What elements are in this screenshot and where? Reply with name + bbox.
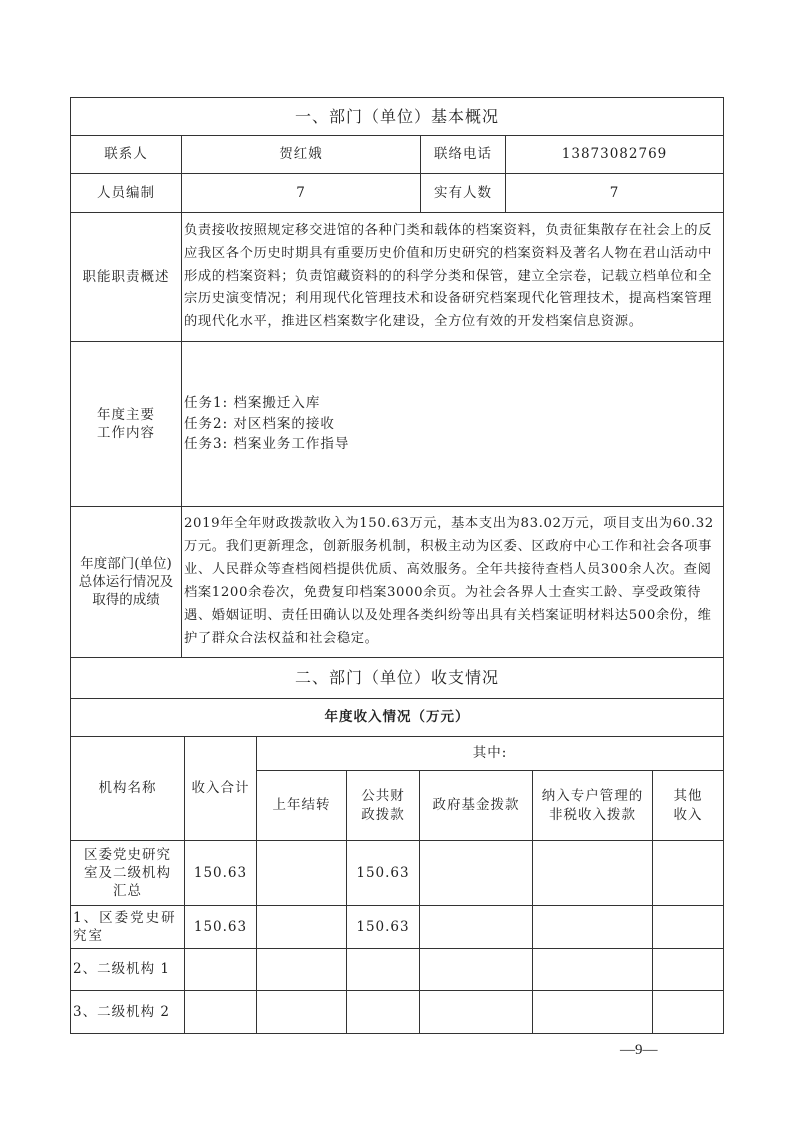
header-other-line1: 其他 (673, 788, 703, 805)
header-non-tax-line2: 非税收入拨款 (549, 806, 636, 823)
performance-label-line2: 总体运行情况及 (78, 573, 174, 590)
table-row (71, 949, 724, 991)
header-gov-fund: 政府基金拨款 (420, 771, 533, 841)
row-other (653, 841, 724, 906)
row-org-name: 2、二级机构 1 (71, 949, 185, 991)
header-other-line2: 收入 (673, 806, 703, 823)
row-total: 150.63 (185, 906, 257, 949)
row-other (653, 949, 724, 991)
header-prev-year-carryover: 上年结转 (257, 771, 347, 841)
row-org-name: 3、二级机构 2 (71, 991, 185, 1034)
row-gov-fund (420, 841, 533, 906)
performance-label (71, 507, 182, 658)
duties-label: 职能职责概述 (71, 213, 182, 342)
task-item: 任务2: 对区档案的接收 (184, 415, 335, 432)
header-org-name: 机构名称 (71, 737, 185, 841)
section1-title: 一、部门（单位）基本概况 (71, 98, 724, 136)
header-public-fiscal-line2: 政拨款 (361, 806, 405, 823)
row-public-fiscal (347, 949, 420, 991)
row-total (185, 949, 257, 991)
row-public-fiscal (347, 991, 420, 1034)
table-row (71, 906, 724, 949)
row-gov-fund (420, 991, 533, 1034)
phone-value: 13873082769 (506, 136, 724, 174)
performance-text: 2019年全年财政拨款收入为150.63万元，基本支出为83.02万元，项目支出为60.32万元。我们更新理念，创新服务机制，积极主动为区委、区政府中心工作和社会各项事业、人民群众等查档阅档提供优质、高效服务。全年共接待查档人员300余人次。查阅档案1200余卷次，免费复印档案3000余页。为社会各界人士查实工龄、享受政策待遇、婚姻证明、责任田确认以及处理各类纠纷等出具有关档案证明材料达500余份，维护了群众合法权益和社会稳定。 (182, 507, 724, 658)
staff-quota-value: 7 (182, 174, 421, 213)
row-non-tax (533, 906, 653, 949)
page-number: —9— (620, 1042, 658, 1058)
phone-label: 联络电话 (421, 136, 506, 174)
income-table (70, 657, 724, 1034)
tasks-label (71, 342, 182, 507)
row-non-tax (533, 949, 653, 991)
income-subtitle: 年度收入情况（万元） (71, 699, 724, 737)
header-other (653, 771, 724, 841)
row-gov-fund (420, 949, 533, 991)
staff-quota-label: 人员编制 (71, 174, 182, 213)
duties-text: 负责接收按照规定移交进馆的各种门类和载体的档案资料，负责征集散存在社会上的反应我区各个历史时期具有重要历史价值和历史研究的档案资料及著名人物在君山活动中形成的档案资料；负责馆藏资料的的科学分类和保管，建立全宗卷，记载立档单位和全宗历史演变情况；利用现代化管理技术和设备研究档案现代化管理技术，提高档案管理的现代化水平，推进区档案数字化建设，全方位有效的开发档案信息资源。 (182, 213, 724, 342)
basic-overview-table (70, 97, 724, 658)
tasks-list (182, 342, 724, 507)
contact-label: 联系人 (71, 136, 182, 174)
header-total-income: 收入合计 (185, 737, 257, 841)
header-public-fiscal-line1: 公共财 (361, 788, 405, 805)
row-non-tax (533, 991, 653, 1034)
table-row (71, 841, 724, 906)
row-non-tax (533, 841, 653, 906)
row-public-fiscal: 150.63 (347, 906, 420, 949)
tasks-label-line2: 工作内容 (97, 425, 155, 441)
row-carryover (257, 991, 347, 1034)
row-carryover (257, 906, 347, 949)
row-org-name: 1、区委党史研究室 (71, 906, 185, 949)
row-public-fiscal: 150.63 (347, 841, 420, 906)
header-of-which: 其中: (257, 737, 724, 771)
table-row (71, 991, 724, 1034)
row-carryover (257, 949, 347, 991)
row-other (653, 991, 724, 1034)
contact-value: 贺红娥 (182, 136, 421, 174)
task-item: 任务3: 档案业务工作指导 (184, 436, 350, 453)
task-item: 任务1: 档案搬迁入库 (184, 394, 321, 411)
row-other (653, 906, 724, 949)
performance-label-line3: 取得的成绩 (92, 592, 160, 609)
actual-staff-value: 7 (506, 174, 724, 213)
row-total: 150.63 (185, 841, 257, 906)
section2-title: 二、部门（单位）收支情况 (71, 658, 724, 699)
performance-label-line1: 年度部门(单位) (80, 555, 172, 572)
header-public-fiscal (347, 771, 420, 841)
row-total (185, 991, 257, 1034)
header-non-tax (533, 771, 653, 841)
actual-staff-label: 实有人数 (421, 174, 506, 213)
row-gov-fund (420, 906, 533, 949)
row-org-name: 区委党史研究室及二级机构汇总 (71, 841, 185, 906)
header-non-tax-line1: 纳入专户管理的 (541, 788, 644, 805)
tasks-label-line1: 年度主要 (97, 406, 155, 423)
row-carryover (257, 841, 347, 906)
